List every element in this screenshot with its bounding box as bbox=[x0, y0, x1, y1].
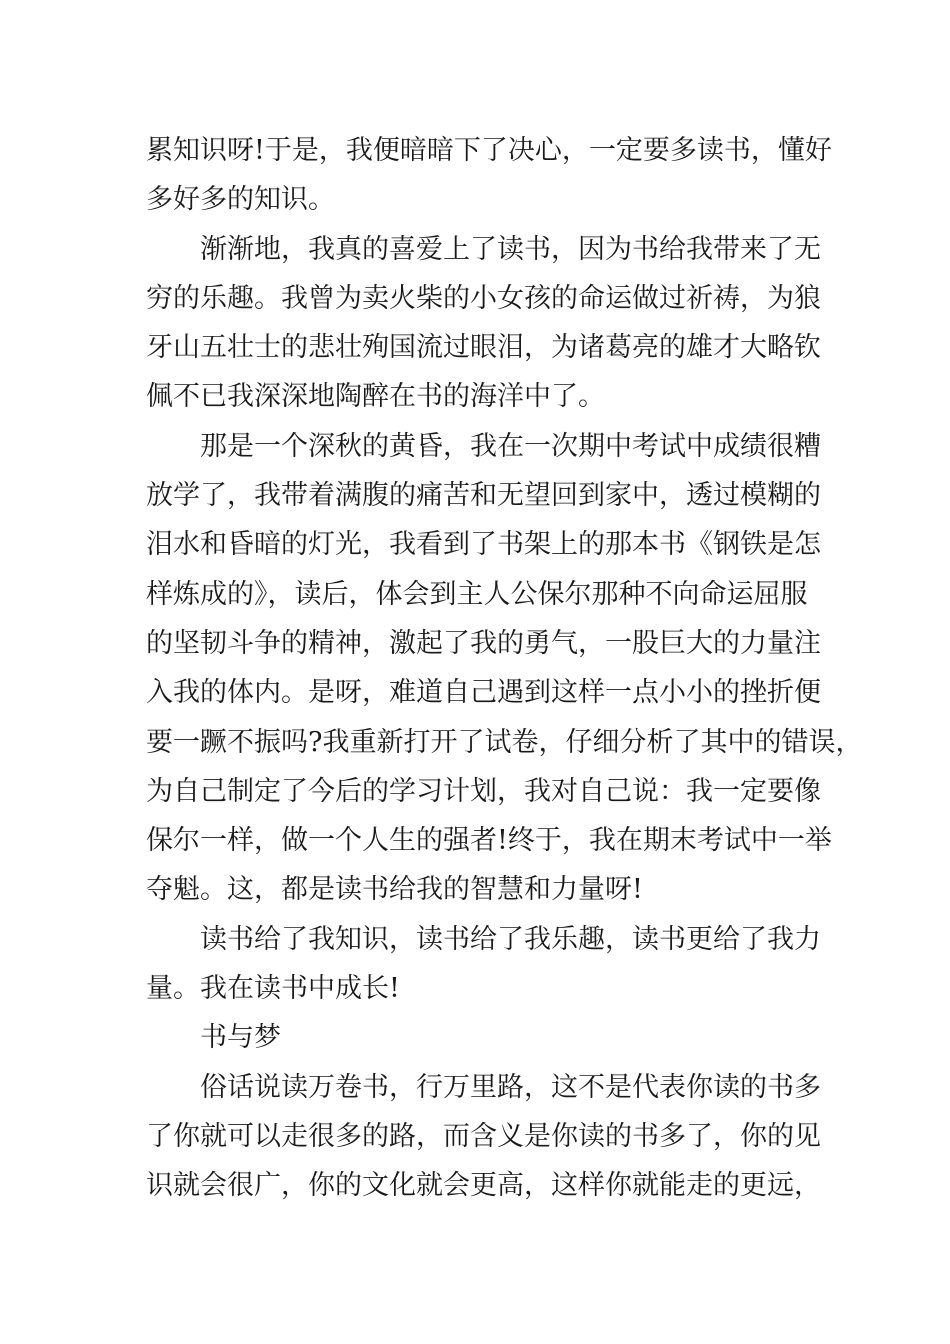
text-line: 累知识呀!于是，我便暗暗下了决心，一定要多读书，懂好 bbox=[146, 135, 832, 166]
text-line: 了你就可以走很多的路，而含义是你读的书多了，你的见 bbox=[146, 1120, 821, 1152]
text-line: 的坚韧斗争的精神，激起了我的勇气，一股巨大的力量注 bbox=[146, 627, 821, 659]
text-line: 入我的体内。是呀，难道自己遇到这样一点小小的挫折便 bbox=[146, 677, 821, 709]
text-line: 牙山五壮士的悲壮殉国流过眼泪，为诸葛亮的雄才大略钦 bbox=[146, 332, 821, 364]
text-line: 为自己制定了今后的学习计划，我对自己说：我一定要像 bbox=[146, 775, 821, 807]
text-line: 书与梦 bbox=[200, 1022, 281, 1054]
text-line: 识就会很广，你的文化就会更高，这样你就能走的更远， bbox=[146, 1170, 821, 1202]
text-line: 俗话说读万卷书，行万里路，这不是代表你读的书多 bbox=[200, 1071, 821, 1103]
text-line: 读书给了我知识，读书给了我乐趣，读书更给了我力 bbox=[200, 923, 821, 955]
document-body bbox=[146, 126, 863, 1211]
text-line: 要一蹶不振吗?我重新打开了试卷，仔细分析了其中的错误， bbox=[146, 726, 863, 758]
text-line: 量。我在读书中成长! bbox=[146, 973, 400, 1005]
text-line: 佩不已我深深地陶醉在书的海洋中了。 bbox=[146, 381, 605, 413]
text-line: 穷的乐趣。我曾为卖火柴的小女孩的命运做过祈祷，为狼 bbox=[146, 282, 821, 314]
text-line: 夺魁。这，都是读书给我的智慧和力量呀! bbox=[146, 874, 643, 906]
text-line: 多好多的知识。 bbox=[146, 184, 335, 216]
text-line: 那是一个深秋的黄昏，我在一次期中考试中成绩很糟 bbox=[200, 430, 821, 462]
text-line: 渐渐地，我真的喜爱上了读书，因为书给我带来了无 bbox=[200, 233, 821, 265]
text-line: 样炼成的》，读后，体会到主人公保尔那种不向命运屈服 bbox=[146, 578, 808, 610]
text-line: 泪水和昏暗的灯光，我看到了书架上的那本书《钢铁是怎 bbox=[146, 529, 821, 561]
text-line: 放学了，我带着满腹的痛苦和无望回到家中，透过模糊的 bbox=[146, 480, 821, 512]
text-line: 保尔一样，做一个人生的强者!终于，我在期末考试中一举 bbox=[146, 825, 832, 857]
